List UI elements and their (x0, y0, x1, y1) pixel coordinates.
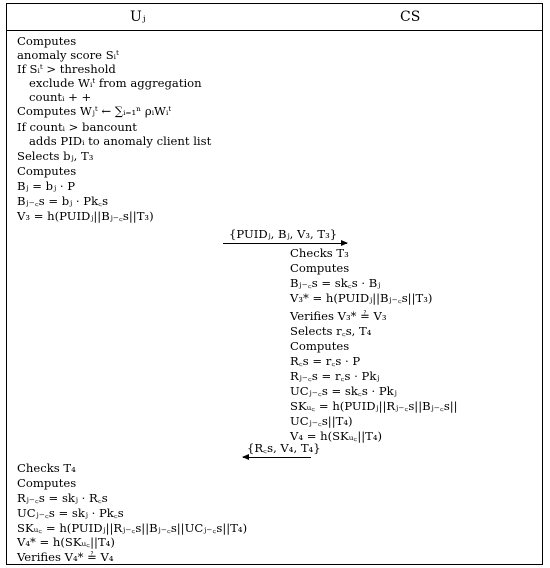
header-divider (7, 30, 542, 31)
user-line: Computes (17, 34, 77, 48)
cs-line: V₄ = h(SKᵤ꜀||T₄) (290, 429, 383, 443)
user-line: anomaly score Sᵢᵗ (17, 48, 119, 62)
protocol-table (6, 3, 543, 565)
user-line: UCⱼ₋꜀ꜱ = skⱼ · Pk꜀ꜱ (17, 506, 124, 520)
header-user: Uⱼ (130, 9, 146, 25)
user-line: countᵢ + + (29, 90, 92, 104)
arrow-right-icon (223, 243, 347, 244)
user-line: adds PIDᵢ to anomaly client list (29, 134, 212, 148)
message-2-label: {R꜀ꜱ, V₄, T₄} (247, 441, 321, 455)
user-line: SKᵤ꜀ = h(PUIDⱼ||Rⱼ₋꜀ꜱ||Bⱼ₋꜀ꜱ||UCⱼ₋꜀ꜱ||T₄) (17, 521, 248, 535)
user-line: Computes (17, 164, 77, 178)
message-1-label: {PUIDⱼ, Bⱼ, V₃, T₃} (229, 227, 338, 241)
user-line: Bⱼ = bⱼ · P (17, 179, 76, 193)
cs-line: V₃* = h(PUIDⱼ||Bⱼ₋꜀ꜱ||T₃) (290, 291, 433, 305)
cs-line: Checks T₃ (290, 246, 349, 260)
user-line: Computes Wⱼᵗ ← ∑ᵢ₌₁ⁿ ρᵢWᵢᵗ (17, 104, 172, 118)
user-line: Computes (17, 476, 77, 490)
arrow-left-icon (243, 457, 311, 458)
user-line: Checks T₄ (17, 461, 76, 475)
user-line: Verifies V₄* ≟ V₄ (17, 550, 114, 564)
cs-line: Verifies V₃* ≟ V₃ (290, 309, 387, 323)
cs-line: Selects r꜀ꜱ, T₄ (290, 324, 372, 338)
cs-line: UCⱼ₋꜀ꜱ||T₄) (290, 414, 353, 428)
cs-line: R꜀ꜱ = r꜀ꜱ · P (290, 354, 361, 368)
user-line: exclude Wᵢᵗ from aggregation (29, 76, 202, 90)
user-line: If Sᵢᵗ > threshold (17, 62, 116, 76)
user-line: Bⱼ₋꜀ꜱ = bⱼ · Pk꜀ꜱ (17, 194, 109, 208)
cs-line: Rⱼ₋꜀ꜱ = r꜀ꜱ · Pkⱼ (290, 369, 380, 383)
cs-line: Bⱼ₋꜀ꜱ = sk꜀ꜱ · Bⱼ (290, 276, 381, 290)
cs-line: UCⱼ₋꜀ꜱ = sk꜀ꜱ · Pkⱼ (290, 384, 397, 398)
cs-line: SKᵤ꜀ = h(PUIDⱼ||Rⱼ₋꜀ꜱ||Bⱼ₋꜀ꜱ|| (290, 399, 458, 413)
user-line: V₃ = h(PUIDⱼ||Bⱼ₋꜀ꜱ||T₃) (17, 209, 154, 223)
user-line: V₄* = h(SKᵤ꜀||T₄) (17, 535, 115, 549)
user-line: If countᵢ > bancount (17, 120, 137, 134)
cs-line: Computes (290, 261, 350, 275)
header-cs: CS (400, 9, 421, 25)
user-line: Rⱼ₋꜀ꜱ = skⱼ · R꜀ꜱ (17, 491, 108, 505)
user-line: Selects bⱼ, T₃ (17, 149, 94, 163)
cs-line: Computes (290, 339, 350, 353)
